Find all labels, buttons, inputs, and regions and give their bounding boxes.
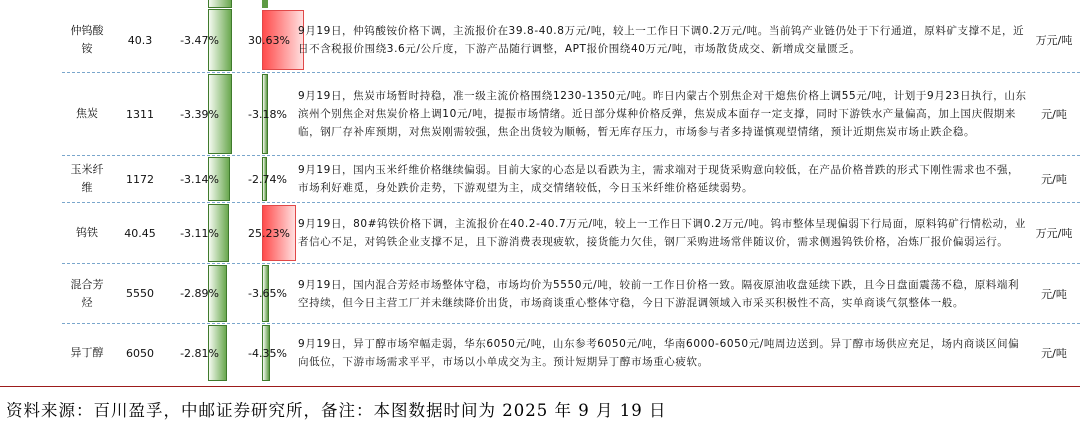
table-row	[62, 73, 1080, 156]
weekly-change-pct: -2.81%	[180, 346, 219, 360]
product-price: 5550	[126, 287, 154, 300]
market-commentary: 9月19日，异丁醇市场窄幅走弱，华东6050元/吨，山东参考6050元/吨，华南6000-6050元/吨周边送到。异丁醇市场供应充足，场内商谈区间偏向低位，下游市场需求平平，市场以小单成交为主。预计短期异丁醇市场重心疲软。	[298, 338, 1020, 368]
market-commentary: 9月19日，仲钨酸铵价格下调，主流报价在39.8-40.8万元/吨，较上一工作日下调0.2万元/吨。当前钨产业链仍处于下行通道，原料矿支撑不足，近日不含税报价围绕3.6元/公斤度，下游产品随行调整，APT报价围绕40万元/吨，市场散货成交、新增成交量匮乏。	[298, 25, 1025, 55]
market-commentary: 9月19日，80#钨铁价格下调，主流报价在40.2-40.7万元/吨，较上一工作日下调0.2万元/吨。钨市整体呈现偏弱下行局面，原料钨矿行情松动，业者信心不足，对钨铁企业支撑不足，且下游消费表现疲软，接货能力欠佳，钢厂采购进场常伴随议价，需求侧遏钨铁价格，冶炼厂报价偏弱运行。	[298, 218, 1026, 248]
price-unit: 元/吨	[1041, 347, 1067, 360]
yearly-change-pct: 30.63%	[248, 33, 290, 47]
table-row	[62, 264, 1080, 324]
price-unit: 万元/吨	[1035, 227, 1073, 240]
commodity-price-table	[62, 0, 1080, 384]
price-unit: 元/吨	[1041, 108, 1067, 121]
table-row	[62, 324, 1080, 382]
market-commentary: 9月19日，焦炭市场暂时持稳，准一级主流价格围绕1230-1350元/吨。昨日内蒙古个别焦企对干熄焦价格上调55元/吨，计划于9月23日执行，山东滨州个别焦企对焦炭价格上调10元/吨，提振市场情绪。近日部分煤种价格反弹，焦炭成本面存一定支撑，同时下游铁水产量偏高，加上国庆假期来临，钢厂存补库预期，对焦炭刚需较强，焦企出货较为顺畅，暂无库存压力，市场参与者多持谨慎观望情绪，预计近期焦炭市场止跌企稳。	[298, 90, 1027, 138]
yearly-change-pct: -3.65%	[248, 287, 287, 300]
product-price: 40.45	[124, 226, 156, 240]
yearly-change-pct: 25.23%	[248, 226, 290, 240]
weekly-change-pct: -3.47%	[180, 33, 219, 47]
weekly-change-pct: -3.14%	[180, 172, 219, 186]
weekly-change-pct: -3.11%	[180, 226, 219, 240]
table-row	[62, 156, 1080, 203]
price-unit: 元/吨	[1041, 287, 1067, 301]
product-name: 混合芳 烃	[70, 277, 104, 309]
yearly-change-pct: -4.35%	[248, 346, 287, 360]
clipped-bar-top-1	[208, 0, 232, 8]
product-price: 1311	[126, 107, 154, 121]
market-commentary: 9月19日，国内玉米纤维价格继续偏弱。目前大家的心态是以看跌为主，需求端对于现货采购意向较低，在产品价格普跌的形式下刚性需求也不强，市场利好难觅，身处跌价走势，下游观望为主，成交情绪较低，今日玉米纤维价格延续弱势。	[298, 164, 1020, 194]
table-row	[62, 8, 1080, 73]
product-price: 1172	[126, 172, 154, 186]
product-name: 钨铁	[76, 226, 98, 239]
product-name: 异丁醇	[70, 346, 104, 359]
price-unit: 万元/吨	[1035, 34, 1073, 47]
clipped-bar-top-2	[262, 0, 268, 8]
product-price: 6050	[126, 346, 154, 360]
product-name: 仲钨酸 铵	[70, 24, 104, 55]
table-row	[62, 203, 1080, 264]
yearly-change-pct: -2.74%	[248, 172, 287, 186]
source-note: 资料来源：百川盈孚，中邮证券研究所，备注：本图数据时间为 2025 年 9 月 19 日	[6, 401, 667, 420]
product-name: 玉米纤 维	[70, 163, 104, 194]
price-unit: 元/吨	[1041, 173, 1067, 186]
yearly-change-pct: -3.18%	[248, 107, 287, 121]
footer-rule	[0, 386, 1080, 387]
product-name: 焦炭	[76, 107, 98, 120]
weekly-change-pct: -3.39%	[180, 107, 219, 121]
market-commentary: 9月19日，国内混合芳烃市场整体守稳，市场均价为5550元/吨，较前一工作日价格一致。隔夜原油收盘延续下跌，且今日盘面震荡不稳，原料端利空持续，但今日主营工厂并未继续降价出货，市场商谈重心整体守稳，今日下游混调领域入市采买积极性不高，实单商谈气氛整体一般。	[298, 278, 1020, 309]
weekly-change-pct: -2.89%	[180, 287, 219, 300]
product-price: 40.3	[127, 33, 153, 47]
